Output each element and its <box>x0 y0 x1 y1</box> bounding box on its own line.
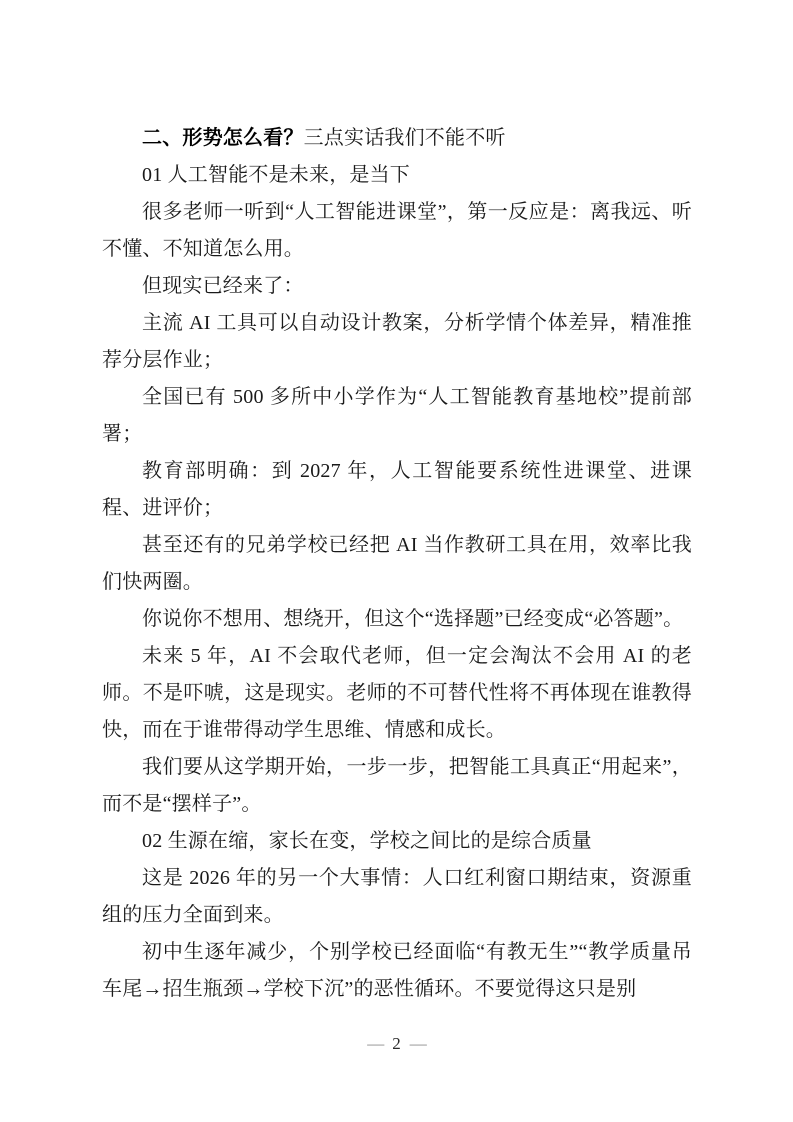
page-footer <box>0 1034 793 1054</box>
section-heading <box>102 120 692 157</box>
paragraph: 主流 AI 工具可以自动设计教案，分析学情个体差异，精准推荐分层作业； <box>102 312 692 371</box>
footer-dash-right: — <box>409 1034 426 1053</box>
paragraph: 我们要从这学期开始，一步一步，把智能工具真正“用起来”，而不是“摆样子”。 <box>102 756 692 815</box>
document-body <box>102 120 692 1008</box>
paragraph: 但现实已经来了： <box>142 275 304 297</box>
section-heading-subtitle: 三点实话我们不能不听 <box>303 127 506 149</box>
section-heading-title: 二、形势怎么看？ <box>142 127 304 149</box>
footer-dash-left: — <box>367 1034 384 1053</box>
paragraph: 这是 2026 年的另一个大事情：人口红利窗口期结束，资源重组的压力全面到来。 <box>102 867 692 926</box>
page-number: 2 <box>392 1034 401 1053</box>
paragraph: 甚至还有的兄弟学校已经把 AI 当作教研工具在用，效率比我们快两圈。 <box>102 534 692 593</box>
paragraph: 初中生逐年减少，个别学校已经面临“有教无生”“教学质量吊车尾→招生瓶颈→学校下沉”的恶性循环。不要觉得这只是别 <box>102 941 692 1000</box>
paragraph: 全国已有 500 多所中小学作为“人工智能教育基地校”提前部署； <box>102 386 692 445</box>
paragraph: 你说你不想用、想绕开，但这个“选择题”已经变成“必答题”。 <box>142 608 684 630</box>
paragraph: 很多老师一听到“人工智能进课堂”，第一反应是：离我远、听不懂、不知道怎么用。 <box>102 201 692 260</box>
paragraph-subhead-02: 02 生源在缩，家长在变，学校之间比的是综合质量 <box>142 830 592 852</box>
paragraph: 未来 5 年，AI 不会取代老师，但一定会淘汰不会用 AI 的老师。不是吓唬，这是现实。老师的不可替代性将不再体现在谁教得快，而在于谁带得动学生思维、情感和成长。 <box>102 645 692 741</box>
paragraph: 教育部明确：到 2027 年，人工智能要系统性进课堂、进课程、进评价； <box>102 460 692 519</box>
paragraph-subhead-01: 01 人工智能不是未来，是当下 <box>142 164 410 186</box>
